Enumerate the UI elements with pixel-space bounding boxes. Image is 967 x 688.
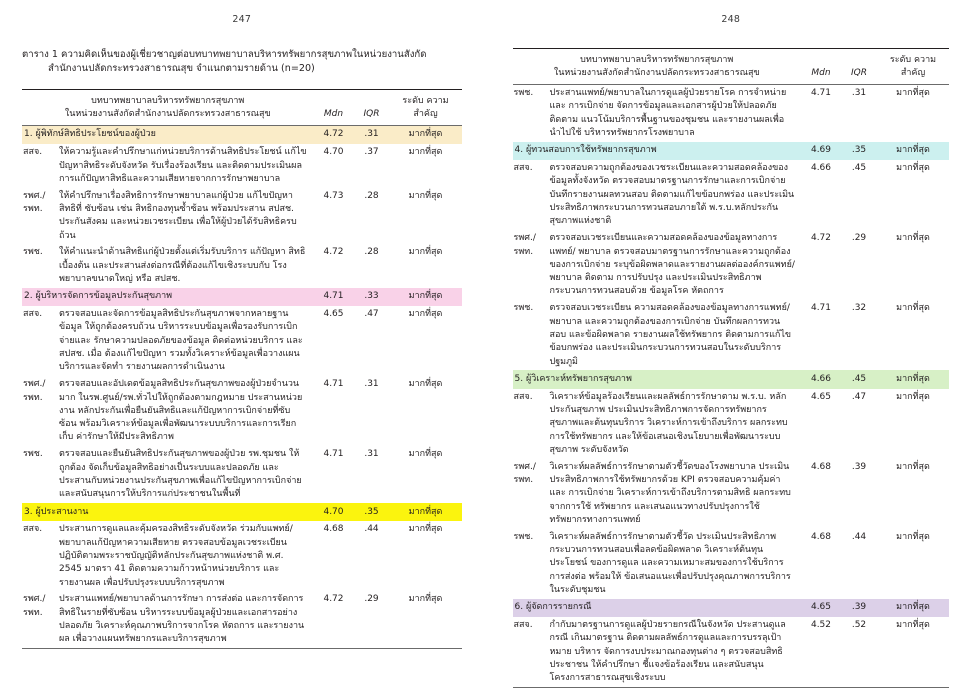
item-mdn-value: 4.72 xyxy=(314,591,354,648)
column-header-role xyxy=(22,89,314,125)
section-iqr-value: .45 xyxy=(841,370,877,388)
section-level-value: มากที่สุด xyxy=(390,288,462,306)
item-iqr-value: .29 xyxy=(354,591,390,648)
role-description: ตรวจสอบเวชระเบียนและความสอดคล้องของข้อมูลทางการแพทย์/ พยาบาล ตรวจสอบมาตรฐานการรักษาและความถูกต้องของการเบิกจ่าย ระบุข้อผิดพลาดและรายงานผลต่อองค์กรแพทย์/พยาบาล ติดตาม การปรับปรุง และประเมินประสิทธิภาพกระบวนการทวนสอบด้วย ข้อมูลโรค หัตถการ xyxy=(547,230,802,300)
org-tag xyxy=(22,591,56,648)
org-tag: รพช. xyxy=(22,244,56,287)
org-tag xyxy=(22,188,56,245)
role-description: ให้คำแนะนำด้านสิทธิแก่ผู้ป่วยตั้งแต่เริ่มรับบริการ แก้ปัญหา สิทธิเบื้องต้น และประสานส่งต่อกรณีที่ต้องแก้ไขเชิงระบบกับ โรงพยาบาลขนาดใหญ่ หรือ สปสช. xyxy=(56,244,314,287)
role-description: ตรวจสอบความถูกต้องของเวชระเบียนและความสอดคล้องของ ข้อมูลทั้งจังหวัด ตรวจสอบมาตรฐานการรักษาและการเบิกจ่าย บันทึกรายงานผลทวนสอบ ติดตามแก้ไขข้อบกพร่อง และประเมิน ประสิทธิภาพกระบวนการทวนสอบภายใต้ พ.ร.บ.หลักประกัน สุขภาพแห่งชาติ xyxy=(547,160,802,230)
section-level-value: มากที่สุด xyxy=(877,370,949,388)
item-iqr-value: .47 xyxy=(354,306,390,376)
org-tag: รพช. xyxy=(22,446,56,503)
org-tag: รพช. xyxy=(513,300,547,370)
item-level-value: มากที่สุด xyxy=(877,160,949,230)
org-tag-line2: รพท. xyxy=(23,607,54,620)
item-mdn-value: 4.72 xyxy=(314,244,354,287)
section-iqr-value: .39 xyxy=(841,599,877,617)
table-caption-line-2: สำนักงานปลัดกระทรวงสาธารณสุข จำแนกตามรายด้าน (n=20) xyxy=(22,62,462,76)
role-description: วิเคราะห์ข้อมูลร้องเรียนและผลลัพธ์การรักษาตาม พ.ร.บ. หลักประกันสุขภาพ ประเมินประสิทธิภาพการจัดการทรัพยากร สุขภาพและต้นทุนบริการ วิเคราะห์การเข้าถึงบริการ ผลกระทบ การใช้ทรัพยากร และให้ข้อเสนอเชิงนโยบายเพื่อพัฒนาระบบสุขภาพ ระดับจังหวัด xyxy=(547,389,802,459)
section-iqr-value: .35 xyxy=(354,503,390,521)
column-header-role-line2: ในหน่วยงานสังกัดสำนักงานปลัดกระทรวงสาธารณสุข xyxy=(515,67,800,80)
role-description: ตรวจสอบและอัปเดตข้อมูลสิทธิประกันสุขภาพของผู้ป่วยจำนวนมาก ในรพ.ศูนย์/รพ.ทั่วไปให้ถูกต้องตามกฎหมาย ประสานหน่วยงาน หลักประกันเพื่อยืนยันสิทธิและแก้ปัญหาการเบิกจ่ายที่ซับซ้อน พร้อมวิเคราะห์ข้อมูลเพื่อพัฒนาระบบบริการและการเรียกเก็บ ค่ารักษาให้มีประสิทธิภาพ xyxy=(56,376,314,446)
item-level-value: มากที่สุด xyxy=(877,300,949,370)
item-mdn-value: 4.68 xyxy=(801,529,841,599)
section-mdn-value: 4.66 xyxy=(801,370,841,388)
org-tag-line2: รพท. xyxy=(23,203,54,216)
section-label: 1. ผู้พิทักษ์สิทธิประโยชน์ของผู้ป่วย xyxy=(22,125,314,144)
item-iqr-value: .52 xyxy=(841,617,877,688)
table-head-right xyxy=(513,49,950,85)
column-header-mdn: Mdn xyxy=(801,49,841,85)
item-level-value: มากที่สุด xyxy=(390,144,462,187)
item-iqr-value: .31 xyxy=(354,376,390,446)
results-table-left xyxy=(22,89,462,649)
table-item-row xyxy=(513,529,950,599)
org-tag-line1: รพศ./ xyxy=(23,378,54,391)
item-mdn-value: 4.71 xyxy=(801,300,841,370)
org-tag-line1: รพศ./ xyxy=(514,461,545,474)
item-level-value: มากที่สุด xyxy=(877,459,949,529)
role-description: วิเคราะห์ผลลัพธ์การรักษาตามตัวชี้วัดของโรงพยาบาล ประเมิน ประสิทธิภาพการใช้ทรัพยากรด้วย KPI ตรวจสอบความคุ้มค่าและ การเบิกจ่าย วิเคราะห์การเข้าถึงบริการตามสิทธิ ผลกระทบจากการใช้ ทรัพยากร และเสนอแนวทางปรับปรุงการใช้ทรัพยากรทางการแพทย์ xyxy=(547,459,802,529)
section-label: 6. ผู้จัดการรายกรณี xyxy=(513,599,802,617)
section-mdn-value: 4.70 xyxy=(314,503,354,521)
org-tag xyxy=(513,459,547,529)
role-description: ประสานการดูแลและคุ้มครองสิทธิระดับจังหวัด ร่วมกับแพทย์/ พยาบาลแก้ปัญหาความเสียหาย ตรวจสอบข้อมูลเวชระเบียน ปฏิบัติตามพระราชบัญญัติหลักประกันสุขภาพแห่งชาติ พ.ศ. 2545 มาตรา 41 ติดตามความก้าวหน้าหน่วยบริการ และรายงานผล เพื่อปรับปรุงระบบบริการสุขภาพ xyxy=(56,521,314,591)
table-item-row xyxy=(513,230,950,300)
item-mdn-value: 4.72 xyxy=(801,230,841,300)
item-level-value: มากที่สุด xyxy=(877,85,949,142)
column-header-iqr: IQR xyxy=(354,89,390,125)
item-mdn-value: 4.68 xyxy=(314,521,354,591)
table-head-left xyxy=(22,89,462,125)
section-label: 4. ผู้ทวนสอบการใช้ทรัพยากรสุขภาพ xyxy=(513,142,802,160)
section-label: 2. ผู้บริหารจัดการข้อมูลประกันสุขภาพ xyxy=(22,288,314,306)
table-foot-left xyxy=(22,649,462,650)
table-item-row xyxy=(513,459,950,529)
item-level-value: มากที่สุด xyxy=(390,591,462,648)
item-iqr-value: .32 xyxy=(841,300,877,370)
table-section-row xyxy=(22,288,462,306)
org-tag: รพช. xyxy=(513,85,547,142)
page-number-left: 247 xyxy=(22,14,462,26)
item-level-value: มากที่สุด xyxy=(390,306,462,376)
column-header-level-line2: ความสำคัญ xyxy=(901,55,936,78)
table-item-row xyxy=(513,85,950,142)
section-mdn-value: 4.71 xyxy=(314,288,354,306)
org-tag-line2: รพท. xyxy=(514,474,545,487)
role-description: วิเคราะห์ผลลัพธ์การรักษาตามตัวชี้วัด ประเมินประสิทธิภาพ กระบวนการทวนสอบเพื่อลดข้อผิดพลาด วิเคราะห์ต้นทุน ประโยชน์ ของการดูแล และความเหมาะสมของการใช้บริการ การส่งต่อ พร้อมให้ ข้อเสนอแนะเพื่อปรับปรุงคุณภาพการบริการในระดับชุมชน xyxy=(547,529,802,599)
results-table-right xyxy=(513,48,950,688)
role-description: ตรวจสอบและจัดการข้อมูลสิทธิประกันสุขภาพจากหลายฐานข้อมูล ให้ถูกต้องครบถ้วน บริหารระบบข้อมูลเพื่อรองรับการเบิกจ่ายและ รักษาความปลอดภัยของข้อมูล ติดต่อหน่วยบริการ และ สปสช. เมื่อ ต้องแก้ไขปัญหา รวมทั้งวิเคราะห์ข้อมูลเพื่อวางแผนบริการและจัดทำ รายงานผลการดำเนินงาน xyxy=(56,306,314,376)
item-mdn-value: 4.52 xyxy=(801,617,841,688)
table-item-row xyxy=(513,160,950,230)
table-item-row xyxy=(513,617,950,688)
org-tag: สสจ. xyxy=(513,617,547,688)
item-mdn-value: 4.73 xyxy=(314,188,354,245)
org-tag xyxy=(513,230,547,300)
table-bottom-rule xyxy=(22,649,462,650)
column-header-level-line2: ความสำคัญ xyxy=(413,96,448,119)
page-right xyxy=(485,0,967,667)
section-iqr-value: .35 xyxy=(841,142,877,160)
item-mdn-value: 4.65 xyxy=(801,389,841,459)
section-iqr-value: .31 xyxy=(354,125,390,144)
table-caption-line-1: ตาราง 1 ความคิดเห็นของผู้เชี่ยวชาญต่อบทบาทพยาบาลบริหารทรัพยากรสุขภาพในหน่วยงานสังกัด xyxy=(22,49,426,60)
org-tag: สสจ. xyxy=(22,306,56,376)
item-mdn-value: 4.66 xyxy=(801,160,841,230)
item-iqr-value: .44 xyxy=(354,521,390,591)
item-level-value: มากที่สุด xyxy=(390,376,462,446)
table-section-row xyxy=(513,599,950,617)
org-tag: สสจ. xyxy=(513,160,547,230)
item-mdn-value: 4.71 xyxy=(314,446,354,503)
table-item-row xyxy=(513,389,950,459)
org-tag: สสจ. xyxy=(22,521,56,591)
org-tag xyxy=(22,376,56,446)
item-mdn-value: 4.71 xyxy=(314,376,354,446)
page-left xyxy=(0,0,484,667)
role-description: ประสานแพทย์/พยาบาลด้านการรักษา การส่งต่อ และการจัดการ สิทธิในรายที่ซับซ้อน บริหารระบบข้อมูลผู้ป่วยและเอกสารอย่าง ปลอดภัย วิเคราะห์คุณภาพบริการจากโรค หัตถการ และรายงานผล เพื่อวางแผนทรัพยากรและบริการสุขภาพ xyxy=(56,591,314,648)
item-level-value: มากที่สุด xyxy=(390,188,462,245)
org-tag-line2: รพท. xyxy=(23,392,54,405)
role-description: ให้ความรู้และคำปรึกษาแก่หน่วยบริการด้านสิทธิประโยชน์ แก้ไข ปัญหาสิทธิระดับจังหวัด รับเรื่องร้องเรียน และติดตามประเมินผล การแก้ปัญหาสิทธิและความเสียหายจากการรักษาพยาบาล xyxy=(56,144,314,187)
section-level-value: มากที่สุด xyxy=(877,142,949,160)
table-item-row xyxy=(22,306,462,376)
page-number-right: 248 xyxy=(513,14,950,26)
table-item-row xyxy=(22,376,462,446)
role-description: ประสานแพทย์/พยาบาลในการดูแลผู้ป่วยรายโรค การจำหน่าย และ การเบิกจ่าย จัดการข้อมูลและเอกสารผู้ป่วยให้ปลอดภัย ติดตาม แนวโน้มบริการพื้นฐานของชุมชน และรายงานผลเพื่อนำไปใช้ บริหารทรัพยากรโรงพยาบาล xyxy=(547,85,802,142)
item-mdn-value: 4.71 xyxy=(801,85,841,142)
section-iqr-value: .33 xyxy=(354,288,390,306)
section-label: 5. ผู้วิเคราะห์ทรัพยากรสุขภาพ xyxy=(513,370,802,388)
item-level-value: มากที่สุด xyxy=(877,617,949,688)
item-level-value: มากที่สุด xyxy=(390,244,462,287)
table-body-right xyxy=(513,85,950,688)
item-iqr-value: .31 xyxy=(841,85,877,142)
org-tag-line1: รพศ./ xyxy=(23,190,54,203)
column-header-role xyxy=(513,49,802,85)
section-level-value: มากที่สุด xyxy=(877,599,949,617)
item-iqr-value: .39 xyxy=(841,459,877,529)
table-item-row xyxy=(22,446,462,503)
item-iqr-value: .28 xyxy=(354,244,390,287)
item-level-value: มากที่สุด xyxy=(877,230,949,300)
section-mdn-value: 4.65 xyxy=(801,599,841,617)
column-header-level xyxy=(390,89,462,125)
item-level-value: มากที่สุด xyxy=(877,529,949,599)
table-item-row xyxy=(22,591,462,648)
column-header-role-line2: ในหน่วยงานสังกัดสำนักงานปลัดกระทรวงสาธารณสุข xyxy=(24,108,312,121)
item-mdn-value: 4.65 xyxy=(314,306,354,376)
org-tag: รพช. xyxy=(513,529,547,599)
table-caption xyxy=(22,48,462,77)
role-description: ให้คำปรึกษาเรื่องสิทธิการรักษาพยาบาลแก่ผู้ป่วย แก้ไขปัญหาสิทธิที่ ซับซ้อน เช่น สิทธิกองทุนซ้ำซ้อน พร้อมประสาน สปสช. ประกันสังคม และหน่วยเวชระเบียน เพื่อให้ผู้ป่วยได้รับสิทธิครบถ้วน xyxy=(56,188,314,245)
table-item-row xyxy=(513,300,950,370)
org-tag-line2: รพท. xyxy=(514,246,545,259)
table-item-row xyxy=(22,244,462,287)
role-description: ตรวจสอบและยืนยันสิทธิประกันสุขภาพของผู้ป่วย รพ.ชุมชน ให้ถูกต้อง จัดเก็บข้อมูลสิทธิอย่างเป็นระบบและปลอดภัย และ ประสานกับหน่วยงานประกันสุขภาพเพื่อแก้ไขปัญหาการเบิกจ่าย และสนับสนุนการให้บริการแก่ประชาชนในพื้นที่ xyxy=(56,446,314,503)
item-mdn-value: 4.70 xyxy=(314,144,354,187)
item-iqr-value: .31 xyxy=(354,446,390,503)
table-item-row xyxy=(22,521,462,591)
item-iqr-value: .45 xyxy=(841,160,877,230)
column-header-level xyxy=(877,49,949,85)
section-mdn-value: 4.69 xyxy=(801,142,841,160)
section-level-value: มากที่สุด xyxy=(390,503,462,521)
item-level-value: มากที่สุด xyxy=(390,446,462,503)
column-header-level-line1: ระดับ xyxy=(402,96,423,106)
table-section-row xyxy=(513,370,950,388)
item-level-value: มากที่สุด xyxy=(877,389,949,459)
table-header-row xyxy=(513,49,950,85)
item-iqr-value: .44 xyxy=(841,529,877,599)
item-iqr-value: .47 xyxy=(841,389,877,459)
table-section-row xyxy=(513,142,950,160)
table-section-row xyxy=(22,503,462,521)
org-tag-line1: รพศ./ xyxy=(514,232,545,245)
column-header-role-line1: บทบาทพยาบาลบริหารทรัพยากรสุขภาพ xyxy=(24,95,312,108)
section-mdn-value: 4.72 xyxy=(314,125,354,144)
table-item-row xyxy=(22,188,462,245)
item-level-value: มากที่สุด xyxy=(390,521,462,591)
section-label: 3. ผู้ประสานงาน xyxy=(22,503,314,521)
item-iqr-value: .29 xyxy=(841,230,877,300)
column-header-role-line1: บทบาทพยาบาลบริหารทรัพยากรสุขภาพ xyxy=(515,54,800,67)
item-iqr-value: .37 xyxy=(354,144,390,187)
org-tag-line1: รพศ./ xyxy=(23,593,54,606)
table-header-row xyxy=(22,89,462,125)
org-tag: สสจ. xyxy=(22,144,56,187)
role-description: ตรวจสอบเวชระเบียน ความสอดคล้องของข้อมูลทางการแพทย์/ พยาบาล และความถูกต้องของการเบิกจ่าย บันทึกผลการทวนสอบ และข้อผิดพลาด รายงานผลใช้ทรัพยากร ติดตามการแก้ไขข้อบกพร่อง และประเมินกระบวนการทวนสอบในระดับบริการปฐมภูมิ xyxy=(547,300,802,370)
table-item-row xyxy=(22,144,462,187)
section-level-value: มากที่สุด xyxy=(390,125,462,144)
org-tag: สสจ. xyxy=(513,389,547,459)
table-body-left xyxy=(22,125,462,648)
column-header-mdn: Mdn xyxy=(314,89,354,125)
column-header-level-line1: ระดับ xyxy=(890,55,911,65)
table-section-row xyxy=(22,125,462,144)
item-mdn-value: 4.68 xyxy=(801,459,841,529)
role-description: กำกับมาตรฐานการดูแลผู้ป่วยรายกรณีในจังหวัด ประสานดูแลกรณี เกินมาตรฐาน ติดตามผลลัพธ์การดูแลและการบรรลุเป้าหมาย บริหาร จัดการงบประมาณกองทุนต่าง ๆ ตรวจสอบสิทธิประชาชน ให้คำปรึกษา ชี้แจงข้อร้องเรียน และสนับสนุนโครงการสาธารณสุขเชิงระบบ xyxy=(547,617,802,688)
item-iqr-value: .28 xyxy=(354,188,390,245)
column-header-iqr: IQR xyxy=(841,49,877,85)
